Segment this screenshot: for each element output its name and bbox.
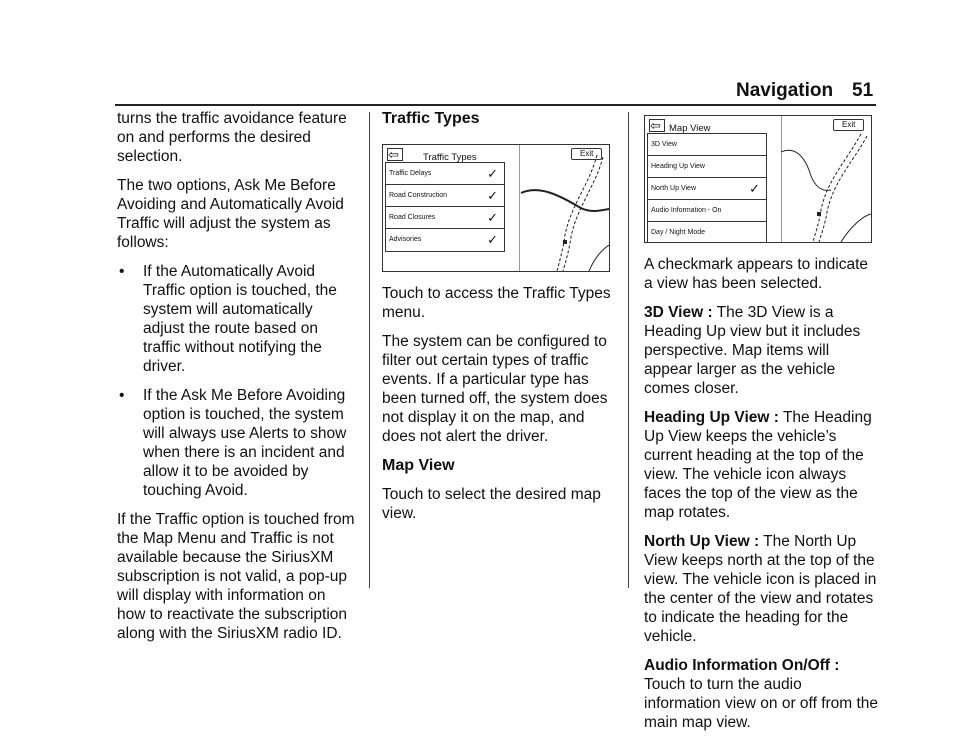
menu-item-traffic-delays[interactable] (386, 163, 504, 185)
screen-title: Map View (669, 123, 711, 134)
menu-item-label: Traffic Delays (389, 170, 432, 177)
paragraph: Touch to select the desired map view. (382, 486, 601, 522)
bullet-item (117, 262, 357, 376)
definition (644, 303, 880, 398)
menu-item-label: Road Construction (389, 192, 447, 199)
paragraph: The system can be configured to filter out certain types of traffic events. If a particular type has been turned off, the system does not display it on the map, and does not alert the driver. (382, 333, 608, 445)
paragraph: Touch to access the Traffic Types menu. (382, 285, 611, 321)
menu-item-label: North Up View (651, 185, 697, 192)
definition-text: The Heading Up View keeps the vehicle’s current heading at the top of the view. The vehicle icon always faces the top of the view as the map rotates. (644, 409, 872, 521)
section-title: Navigation (736, 80, 834, 101)
term-3d-view: 3D View : (644, 304, 713, 321)
checkmark-icon: ✓ (487, 210, 498, 225)
term-north-up-view: North Up View : (644, 533, 760, 550)
traffic-types-screen (382, 144, 610, 272)
menu-item-heading-up-view[interactable] (648, 156, 766, 178)
traffic-types-menu (385, 162, 505, 252)
checkmark-icon: ✓ (749, 181, 760, 196)
map-view-screen (644, 115, 872, 243)
menu-item-label: Road Closures (389, 214, 436, 221)
checkmark-icon: ✓ (487, 188, 498, 203)
menu-item-3d-view[interactable] (648, 134, 766, 156)
menu-item-label: Day / Night Mode (651, 229, 706, 236)
definition-text: The 3D View is a Heading Up view but it includes perspective. Map items will appear larger as the vehicle comes closer. (644, 304, 861, 397)
definition-text: The North Up View keeps north at the top of the view. The vehicle icon is placed in the center of the view and rotates to indicate the heading for the vehicle. (644, 533, 877, 645)
column-divider-2 (628, 112, 629, 588)
bullet-text: If the Automatically Avoid Traffic option is touched, the system will automatically adjust the route based on traffic without notifying the driver. (143, 263, 337, 375)
section-heading-map-view: Map View (382, 457, 455, 474)
bullet-item (117, 386, 357, 500)
menu-item-day-night-mode[interactable] (648, 222, 766, 243)
page-number: 51 (852, 80, 874, 101)
menu-item-label: Audio Information - On (651, 207, 722, 214)
term-audio-information: Audio Information On/Off : (644, 657, 840, 674)
column-1 (117, 109, 357, 653)
menu-item-audio-information[interactable] (648, 200, 766, 222)
definition (644, 408, 880, 522)
column-3 (644, 109, 880, 742)
paragraph: The two options, Ask Me Before Avoiding and Automatically Avoid Traffic will adjust the system as follows: (117, 177, 344, 251)
menu-item-advisories[interactable] (386, 229, 504, 251)
back-arrow-icon[interactable] (649, 119, 665, 132)
term-heading-up-view: Heading Up View : (644, 409, 779, 426)
header-rule (115, 104, 876, 106)
screen-title: Traffic Types (423, 152, 477, 163)
back-arrow-icon[interactable] (387, 148, 403, 161)
column-2 (382, 109, 618, 533)
checkmark-icon: ✓ (487, 232, 498, 247)
section-heading-traffic-types: Traffic Types (382, 110, 480, 127)
menu-item-road-closures[interactable] (386, 207, 504, 229)
paragraph: If the Traffic option is touched from the Map Menu and Traffic is not available because the SiriusXM subscription is not valid, a pop-up will display with information on how to reactivate the subscription along with the SiriusXM radio ID. (117, 511, 355, 642)
exit-button[interactable]: Exit (571, 148, 602, 160)
exit-button[interactable]: Exit (833, 119, 864, 131)
paragraph: turns the traffic avoidance feature on and performs the desired selection. (117, 110, 347, 165)
paragraph: A checkmark appears to indicate a view has been selected. (644, 256, 869, 292)
menu-item-label: 3D View (651, 141, 677, 148)
bullet-icon: • (119, 263, 125, 280)
definition-text: Touch to turn the audio information view on or off from the main map view. (644, 676, 879, 731)
bullet-text: If the Ask Me Before Avoiding option is touched, the system will always use Alerts to show when there is an incident and allow it to be avoided by touching Avoid. (143, 387, 347, 499)
menu-item-north-up-view[interactable] (648, 178, 766, 200)
menu-item-label: Heading Up View (651, 163, 705, 170)
definition (644, 656, 880, 732)
bullet-icon: • (119, 387, 125, 404)
map-area[interactable] (519, 145, 609, 271)
menu-item-label: Advisories (389, 236, 422, 243)
page-header (0, 80, 960, 106)
definition (644, 532, 880, 646)
map-view-menu (647, 133, 767, 243)
column-divider-1 (369, 112, 370, 588)
menu-item-road-construction[interactable] (386, 185, 504, 207)
checkmark-icon: ✓ (487, 166, 498, 181)
map-area[interactable] (781, 116, 871, 242)
